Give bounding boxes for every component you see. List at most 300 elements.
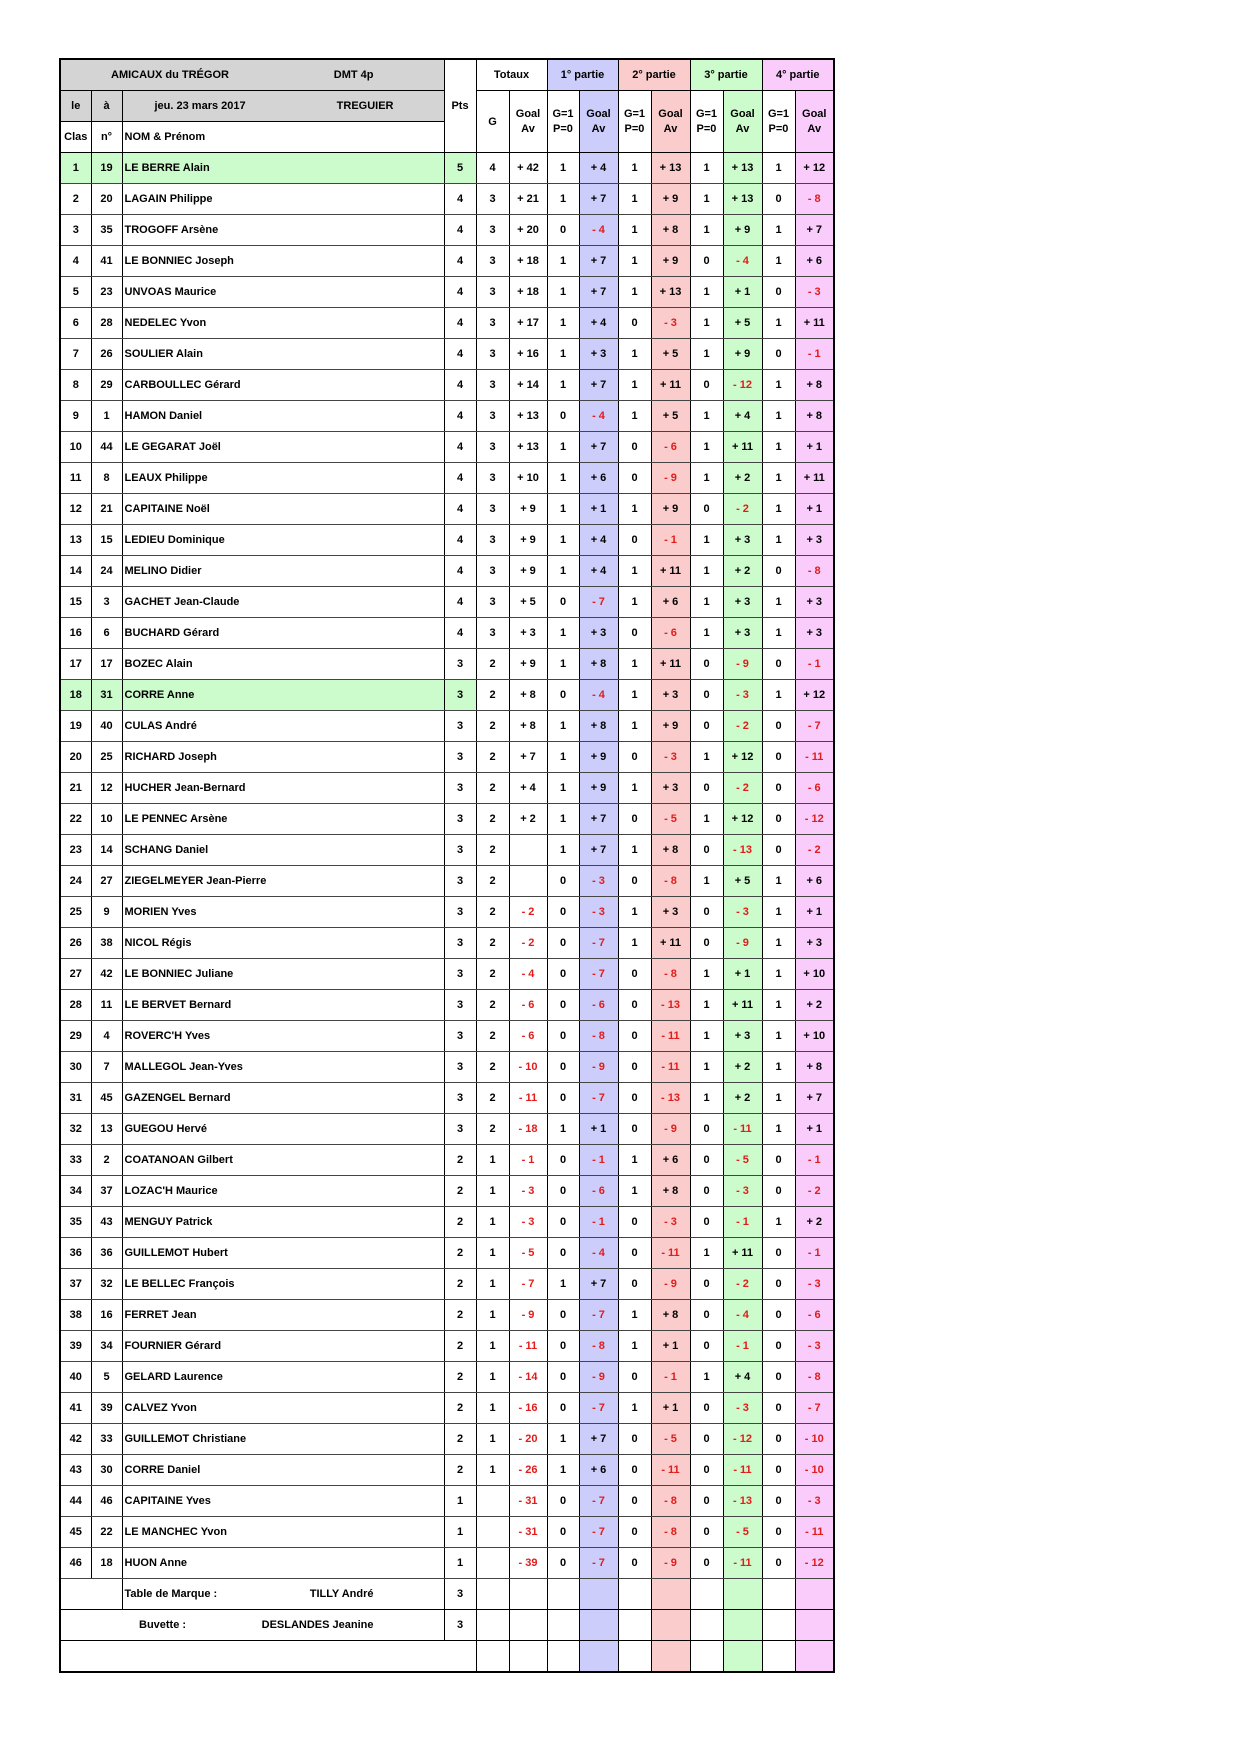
cell-p1-g: 0	[547, 990, 579, 1021]
cell-p1-g: 0	[547, 1207, 579, 1238]
cell-p4-g: 0	[762, 1517, 795, 1548]
cell-p2-goal: + 5	[651, 339, 690, 370]
table-row	[60, 432, 834, 463]
cell-name: LE BERVET Bernard	[122, 990, 444, 1021]
cell-p4-goal: - 11	[795, 742, 834, 773]
cell-name: CAPITAINE Yves	[122, 1486, 444, 1517]
cell-g: 2	[476, 1021, 509, 1052]
table-row	[60, 1176, 834, 1207]
cell-name: GUEGOU Hervé	[122, 1114, 444, 1145]
cell-p3-g: 1	[690, 804, 723, 835]
cell-clas: 41	[60, 1393, 91, 1424]
cell-p2-g: 1	[618, 711, 651, 742]
cell-g: 3	[476, 246, 509, 277]
cell-p4-goal: - 3	[795, 1486, 834, 1517]
cell-clas: 26	[60, 928, 91, 959]
cell-pts: 2	[444, 1238, 476, 1269]
cell-clas: 6	[60, 308, 91, 339]
table-de-marque-cell	[122, 1579, 444, 1610]
cell-num: 34	[91, 1331, 122, 1362]
cell-p3-goal: + 5	[723, 866, 762, 897]
cell-pts: 4	[444, 401, 476, 432]
p1-goal-header: Goal Av	[579, 91, 618, 153]
cell-p2-goal: - 3	[651, 742, 690, 773]
cell-name: LEDIEU Dominique	[122, 525, 444, 556]
cell-p2-goal: - 9	[651, 1114, 690, 1145]
cell-name: LE BONNIEC Juliane	[122, 959, 444, 990]
cell-g: 3	[476, 556, 509, 587]
cell-goal-total: + 20	[509, 215, 547, 246]
cell-g: 3	[476, 401, 509, 432]
cell-p4-goal: - 1	[795, 649, 834, 680]
cell-pts: 3	[444, 897, 476, 928]
cell-p1-g: 1	[547, 1269, 579, 1300]
results-table	[59, 58, 835, 1673]
p3-goal-header: Goal Av	[723, 91, 762, 153]
cell-g: 1	[476, 1207, 509, 1238]
cell-name: LEAUX Philippe	[122, 463, 444, 494]
cell-num: 1	[91, 401, 122, 432]
cell-num: 6	[91, 618, 122, 649]
cell-p2-goal: - 13	[651, 1083, 690, 1114]
cell-g: 2	[476, 928, 509, 959]
cell-g: 1	[476, 1424, 509, 1455]
cell-p2-g: 0	[618, 742, 651, 773]
cell-p4-g: 1	[762, 1207, 795, 1238]
cell-p4-g: 1	[762, 463, 795, 494]
cell-p1-goal: + 4	[579, 556, 618, 587]
cell-p2-g: 0	[618, 432, 651, 463]
cell-clas: 25	[60, 897, 91, 928]
cell-goal-total: + 4	[509, 773, 547, 804]
cell-p1-g: 0	[547, 866, 579, 897]
cell-p2-g: 1	[618, 339, 651, 370]
cell-p4-goal: + 3	[795, 587, 834, 618]
cell-p3-goal: - 13	[723, 835, 762, 866]
cell-p2-g: 0	[618, 1269, 651, 1300]
cell-p4-goal: - 3	[795, 277, 834, 308]
cell-goal-total: - 2	[509, 897, 547, 928]
partie-2-header: 2° partie	[618, 59, 690, 91]
cell-p1-g: 0	[547, 1238, 579, 1269]
cell-g	[476, 1548, 509, 1579]
event-name: DMT 4p	[333, 69, 374, 81]
cell-p4-goal: + 6	[795, 866, 834, 897]
cell-p4-goal: + 7	[795, 1083, 834, 1114]
cell-p3-g: 1	[690, 463, 723, 494]
cell-goal-total	[509, 866, 547, 897]
cell-p1-g: 0	[547, 1517, 579, 1548]
cell-p4-g: 1	[762, 215, 795, 246]
cell-p2-goal: + 8	[651, 215, 690, 246]
cell-p4-g: 0	[762, 773, 795, 804]
cell-p1-goal: - 4	[579, 1238, 618, 1269]
table-row	[60, 1424, 834, 1455]
cell-p1-g: 1	[547, 773, 579, 804]
cell-p1-g: 1	[547, 804, 579, 835]
cell-p2-g: 0	[618, 618, 651, 649]
cell-pts: 4	[444, 556, 476, 587]
cell-p1-goal: - 7	[579, 1300, 618, 1331]
cell-p1-goal: + 7	[579, 277, 618, 308]
cell-pts: 2	[444, 1424, 476, 1455]
cell-p1-g: 1	[547, 308, 579, 339]
cell-p3-g: 0	[690, 494, 723, 525]
cell-clas: 32	[60, 1114, 91, 1145]
cell-p2-g: 1	[618, 401, 651, 432]
table-row	[60, 618, 834, 649]
cell-p3-goal: + 12	[723, 742, 762, 773]
cell-p2-goal: - 6	[651, 618, 690, 649]
table-row	[60, 1486, 834, 1517]
cell-pts: 2	[444, 1176, 476, 1207]
cell-g: 2	[476, 649, 509, 680]
cell-p2-goal: + 3	[651, 680, 690, 711]
cell-g: 2	[476, 1083, 509, 1114]
cell-clas: 39	[60, 1331, 91, 1362]
cell-num: 33	[91, 1424, 122, 1455]
cell-g: 2	[476, 897, 509, 928]
cell-p1-goal: + 7	[579, 370, 618, 401]
table-row	[60, 1052, 834, 1083]
cell-name: CULAS André	[122, 711, 444, 742]
cell-name: GAZENGEL Bernard	[122, 1083, 444, 1114]
cell-g: 3	[476, 432, 509, 463]
cell-p3-goal: + 11	[723, 1238, 762, 1269]
cell-pts: 4	[444, 432, 476, 463]
cell-clas: 7	[60, 339, 91, 370]
table-row	[60, 339, 834, 370]
cell-goal-total: + 17	[509, 308, 547, 339]
clas-header: Clas	[60, 122, 91, 153]
cell-p2-goal: + 8	[651, 835, 690, 866]
cell-name: BUCHARD Gérard	[122, 618, 444, 649]
cell-p2-goal: - 8	[651, 866, 690, 897]
cell-p3-goal: - 12	[723, 1424, 762, 1455]
cell-goal-total: + 5	[509, 587, 547, 618]
cell-p3-g: 0	[690, 370, 723, 401]
cell-p2-goal: - 3	[651, 1207, 690, 1238]
table-row	[60, 959, 834, 990]
cell-pts: 3	[444, 1083, 476, 1114]
cell-p3-goal: - 11	[723, 1455, 762, 1486]
table-row	[60, 742, 834, 773]
cell-pts: 3	[444, 1021, 476, 1052]
cell-p1-goal: - 7	[579, 1486, 618, 1517]
cell-p3-goal: + 11	[723, 990, 762, 1021]
cell-clas: 29	[60, 1021, 91, 1052]
cell-num: 44	[91, 432, 122, 463]
cell-goal-total: + 42	[509, 153, 547, 184]
cell-p3-goal: - 11	[723, 1548, 762, 1579]
cell-p3-g: 0	[690, 773, 723, 804]
nom-header: NOM & Prénom	[122, 122, 444, 153]
cell-p1-g: 1	[547, 339, 579, 370]
cell-p4-g: 1	[762, 959, 795, 990]
cell-p3-g: 0	[690, 1424, 723, 1455]
cell-name: MENGUY Patrick	[122, 1207, 444, 1238]
cell-p1-goal: - 7	[579, 587, 618, 618]
cell-p1-g: 1	[547, 277, 579, 308]
cell-clas: 46	[60, 1548, 91, 1579]
cell-goal-total: + 9	[509, 494, 547, 525]
cell-p1-g: 0	[547, 1021, 579, 1052]
cell-p3-goal: - 1	[723, 1207, 762, 1238]
cell-clas: 37	[60, 1269, 91, 1300]
cell-name: LOZAC'H Maurice	[122, 1176, 444, 1207]
cell-clas: 42	[60, 1424, 91, 1455]
cell-clas: 43	[60, 1455, 91, 1486]
cell-p1-goal: + 7	[579, 835, 618, 866]
cell-p3-g: 0	[690, 680, 723, 711]
cell-g	[476, 1517, 509, 1548]
cell-clas: 22	[60, 804, 91, 835]
cell-p2-goal: + 3	[651, 897, 690, 928]
cell-p4-goal: - 1	[795, 339, 834, 370]
cell-p2-g: 1	[618, 928, 651, 959]
cell-p4-goal: + 3	[795, 525, 834, 556]
cell-g: 2	[476, 1114, 509, 1145]
cell-goal-total: - 9	[509, 1300, 547, 1331]
cell-clas: 30	[60, 1052, 91, 1083]
table-row	[60, 1145, 834, 1176]
cell-name: LE BELLEC François	[122, 1269, 444, 1300]
cell-g: 3	[476, 587, 509, 618]
cell-p3-goal: + 5	[723, 308, 762, 339]
cell-p4-goal: + 3	[795, 928, 834, 959]
cell-p2-g: 0	[618, 1114, 651, 1145]
cell-p1-g: 0	[547, 1362, 579, 1393]
cell-p3-goal: - 3	[723, 680, 762, 711]
cell-g: 3	[476, 494, 509, 525]
cell-clas: 15	[60, 587, 91, 618]
cell-p3-g: 1	[690, 742, 723, 773]
cell-goal-total: - 7	[509, 1269, 547, 1300]
cell-p2-g: 1	[618, 153, 651, 184]
cell-p3-g: 1	[690, 432, 723, 463]
cell-p2-goal: + 1	[651, 1393, 690, 1424]
cell-p3-g: 0	[690, 1114, 723, 1145]
cell-p2-g: 0	[618, 525, 651, 556]
table-de-marque-label: Table de Marque :	[124, 1588, 218, 1600]
partie-3-header: 3° partie	[690, 59, 762, 91]
cell-p4-goal: + 2	[795, 1207, 834, 1238]
table-row	[60, 587, 834, 618]
cell-p2-goal: + 5	[651, 401, 690, 432]
cell-p3-goal: + 11	[723, 432, 762, 463]
cell-g: 3	[476, 184, 509, 215]
cell-p4-g: 0	[762, 1331, 795, 1362]
cell-p4-goal: + 12	[795, 153, 834, 184]
cell-g: 3	[476, 215, 509, 246]
cell-p4-g: 1	[762, 525, 795, 556]
cell-p1-g: 0	[547, 1083, 579, 1114]
cell-num: 4	[91, 1021, 122, 1052]
cell-p2-g: 0	[618, 1052, 651, 1083]
cell-g: 1	[476, 1176, 509, 1207]
cell-name: CARBOULLEC Gérard	[122, 370, 444, 401]
cell-g	[476, 1486, 509, 1517]
table-row	[60, 556, 834, 587]
cell-g: 1	[476, 1331, 509, 1362]
buvette-row	[60, 1610, 834, 1641]
cell-p4-goal: + 8	[795, 401, 834, 432]
cell-p3-goal: + 13	[723, 153, 762, 184]
cell-p2-g: 0	[618, 1238, 651, 1269]
cell-pts: 2	[444, 1207, 476, 1238]
cell-p3-goal: + 1	[723, 277, 762, 308]
cell-p3-goal: + 9	[723, 215, 762, 246]
cell-p4-g: 0	[762, 1300, 795, 1331]
cell-p3-g: 0	[690, 897, 723, 928]
buvette-name: DESLANDES Jeanine	[261, 1619, 374, 1631]
cell-p1-goal: + 7	[579, 1269, 618, 1300]
table-row	[60, 494, 834, 525]
cell-p4-g: 1	[762, 308, 795, 339]
cell-p1-goal: + 4	[579, 308, 618, 339]
table-row	[60, 153, 834, 184]
cell-name: FOURNIER Gérard	[122, 1331, 444, 1362]
cell-p1-g: 0	[547, 680, 579, 711]
cell-p1-g: 1	[547, 742, 579, 773]
cell-goal-total: + 14	[509, 370, 547, 401]
cell-p1-goal: + 7	[579, 1424, 618, 1455]
cell-clas: 16	[60, 618, 91, 649]
cell-p2-g: 1	[618, 1393, 651, 1424]
cell-clas: 12	[60, 494, 91, 525]
cell-p1-g: 1	[547, 525, 579, 556]
table-row	[60, 928, 834, 959]
cell-name: TROGOFF Arsène	[122, 215, 444, 246]
cell-pts: 4	[444, 494, 476, 525]
cell-goal-total: - 1	[509, 1145, 547, 1176]
cell-p4-goal: - 2	[795, 1176, 834, 1207]
table-row	[60, 463, 834, 494]
cell-num: 28	[91, 308, 122, 339]
cell-name: COATANOAN Gilbert	[122, 1145, 444, 1176]
cell-p2-goal: - 3	[651, 308, 690, 339]
cell-p1-goal: - 9	[579, 1052, 618, 1083]
cell-p2-g: 1	[618, 680, 651, 711]
cell-goal-total: - 31	[509, 1486, 547, 1517]
cell-name: GELARD Laurence	[122, 1362, 444, 1393]
cell-pts: 3	[444, 1052, 476, 1083]
cell-goal-total: + 18	[509, 246, 547, 277]
table-de-marque-name: TILLY André	[309, 1588, 374, 1600]
cell-name: FERRET Jean	[122, 1300, 444, 1331]
table-row	[60, 1021, 834, 1052]
empty-footer-row	[60, 1641, 834, 1673]
cell-p2-goal: - 11	[651, 1021, 690, 1052]
cell-p1-goal: - 1	[579, 1207, 618, 1238]
cell-p1-goal: - 7	[579, 1083, 618, 1114]
cell-p2-g: 1	[618, 1300, 651, 1331]
cell-g: 2	[476, 742, 509, 773]
cell-p4-g: 1	[762, 1052, 795, 1083]
cell-p2-g: 1	[618, 494, 651, 525]
cell-num: 42	[91, 959, 122, 990]
cell-p4-goal: - 2	[795, 835, 834, 866]
cell-clas: 9	[60, 401, 91, 432]
cell-p3-goal: - 3	[723, 1176, 762, 1207]
cell-num: 7	[91, 1052, 122, 1083]
cell-p4-g: 0	[762, 1238, 795, 1269]
cell-num: 37	[91, 1176, 122, 1207]
cell-p3-g: 1	[690, 1238, 723, 1269]
cell-clas: 4	[60, 246, 91, 277]
cell-p4-goal: - 11	[795, 1517, 834, 1548]
cell-pts: 3	[444, 680, 476, 711]
cell-goal-total: - 2	[509, 928, 547, 959]
table-row	[60, 370, 834, 401]
cell-p4-g: 1	[762, 1021, 795, 1052]
table-row	[60, 897, 834, 928]
cell-p1-g: 1	[547, 246, 579, 277]
cell-g: 1	[476, 1145, 509, 1176]
cell-name: LE BONNIEC Joseph	[122, 246, 444, 277]
cell-num: 22	[91, 1517, 122, 1548]
cell-p3-g: 0	[690, 1176, 723, 1207]
cell-pts: 5	[444, 153, 476, 184]
cell-p1-g: 0	[547, 1393, 579, 1424]
table-row	[60, 711, 834, 742]
a-label: à	[91, 91, 122, 122]
cell-pts: 4	[444, 525, 476, 556]
cell-p2-g: 0	[618, 866, 651, 897]
cell-p2-g: 1	[618, 1145, 651, 1176]
cell-p2-g: 1	[618, 370, 651, 401]
cell-pts: 4	[444, 215, 476, 246]
table-row	[60, 990, 834, 1021]
cell-clas: 14	[60, 556, 91, 587]
cell-p2-goal: + 6	[651, 587, 690, 618]
cell-p1-g: 1	[547, 494, 579, 525]
cell-goal-total: - 16	[509, 1393, 547, 1424]
cell-p2-g: 0	[618, 1517, 651, 1548]
cell-p1-goal: - 6	[579, 990, 618, 1021]
cell-p2-goal: - 5	[651, 1424, 690, 1455]
cell-p2-goal: + 9	[651, 184, 690, 215]
cell-p4-goal: - 10	[795, 1424, 834, 1455]
cell-p2-g: 0	[618, 1083, 651, 1114]
cell-p2-g: 0	[618, 1486, 651, 1517]
table-row	[60, 215, 834, 246]
table-row	[60, 246, 834, 277]
cell-goal-total: + 18	[509, 277, 547, 308]
cell-g: 2	[476, 835, 509, 866]
table-row	[60, 1207, 834, 1238]
cell-p2-goal: + 11	[651, 928, 690, 959]
cell-name: GACHET Jean-Claude	[122, 587, 444, 618]
cell-goal-total: - 26	[509, 1455, 547, 1486]
le-label: le	[60, 91, 91, 122]
cell-clas: 20	[60, 742, 91, 773]
cell-p1-g: 1	[547, 1424, 579, 1455]
table-row	[60, 1393, 834, 1424]
cell-clas: 38	[60, 1300, 91, 1331]
cell-name: RICHARD Joseph	[122, 742, 444, 773]
cell-p3-goal: - 4	[723, 246, 762, 277]
cell-pts: 2	[444, 1455, 476, 1486]
cell-clas: 13	[60, 525, 91, 556]
table-row	[60, 1548, 834, 1579]
cell-name: LE BERRE Alain	[122, 153, 444, 184]
cell-name: ROVERC'H Yves	[122, 1021, 444, 1052]
cell-name: MORIEN Yves	[122, 897, 444, 928]
table-row	[60, 1331, 834, 1362]
cell-p2-goal: - 5	[651, 804, 690, 835]
cell-p4-goal: + 6	[795, 246, 834, 277]
